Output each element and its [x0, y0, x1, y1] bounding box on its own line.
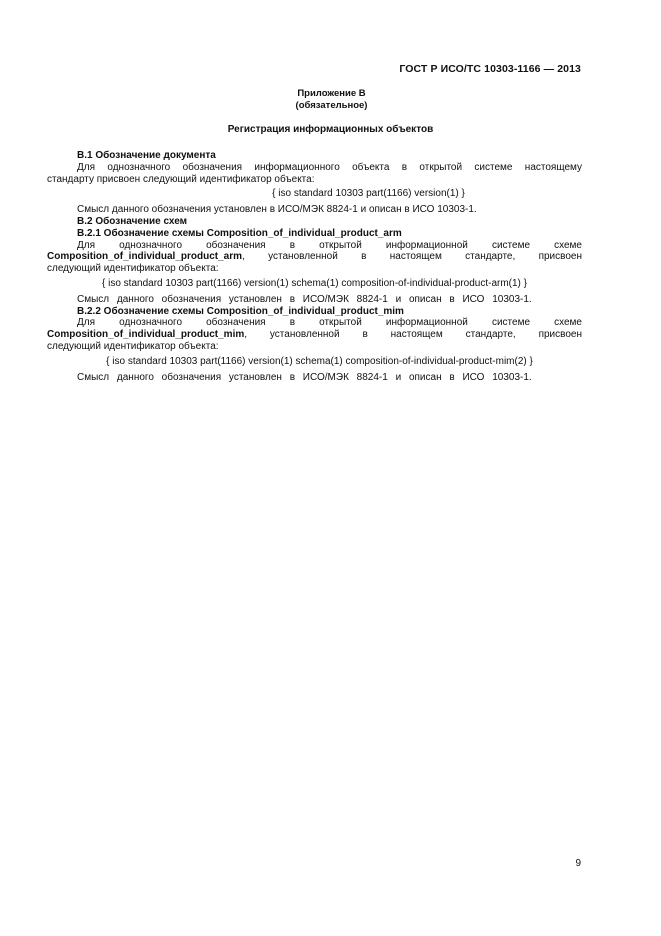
schema-name-arm: Composition_of_individual_product_arm: [47, 251, 243, 263]
section-b1-note: Смысл данного обозначения установлен в ИСО/МЭК 8824-1 и описан в ИСО 10303-1.: [77, 204, 477, 216]
annex-title-block: [0, 88, 661, 112]
section-b22-heading: В.2.2 Обозначение схемы Composition_of_individual_product_mim: [77, 305, 404, 317]
section-b21-paragraph: [47, 240, 582, 275]
schema-name-mim: Composition_of_individual_product_mim: [47, 329, 245, 341]
section-b2-heading: В.2 Обозначение схем: [77, 215, 188, 227]
section-b22-line1: Для однозначного обозначения в открытой информационной системе схеме: [77, 317, 582, 329]
section-b21-heading: В.2.1 Обозначение схемы Composition_of_individual_product_arm: [77, 227, 402, 239]
section-b1-paragraph: [47, 162, 582, 186]
section-b21-note: Смысл данного обозначения установлен в ИСО/МЭК 8824-1 и описан в ИСО 10303-1.: [77, 293, 532, 305]
section-b21-line3: следующий идентификатор объекта:: [47, 263, 219, 275]
section-b22-line2-rest: , установленной в настоящем стандарте, присвоен: [244, 329, 582, 341]
section-b21-line2-rest: , установленной в настоящем стандарте, присвоен: [242, 251, 582, 263]
page-number: 9: [575, 858, 581, 869]
section-b21-identifier: { iso standard 10303 part(1166) version(1) schema(1) composition-of-individual-product-arm(1) }: [101, 277, 527, 289]
section-b22-identifier: { iso standard 10303 part(1166) version(1) schema(1) composition-of-individual-product-mim(2) }: [106, 355, 533, 367]
section-b22-note: Смысл данного обозначения установлен в ИСО/МЭК 8824-1 и описан в ИСО 10303-1.: [77, 371, 532, 383]
section-b22-line2: [47, 329, 582, 341]
section-b22-line3: следующий идентификатор объекта:: [47, 340, 219, 352]
section-b1-line1: Для однозначного обозначения информационного объекта в открытой системе настоящему: [77, 161, 582, 173]
standard-code: ГОСТ Р ИСО/ТС 10303-1166 — 2013: [399, 63, 581, 75]
section-b1-line2: стандарту присвоен следующий идентификатор объекта:: [47, 173, 315, 185]
document-body: [47, 150, 582, 383]
annex-title: Приложение В: [297, 88, 366, 99]
section-b21-line2: [47, 251, 582, 263]
section-b21-line1: Для однозначного обозначения в открытой информационной системе схеме: [77, 239, 582, 251]
annex-heading: Регистрация информационных объектов: [227, 124, 434, 135]
annex-status: (обязательное): [295, 100, 368, 111]
section-b1-heading: В.1 Обозначение документа: [77, 150, 216, 161]
section-b1-identifier: { iso standard 10303 part(1166) version(1) }: [272, 188, 465, 200]
section-b22-paragraph: [47, 317, 582, 352]
